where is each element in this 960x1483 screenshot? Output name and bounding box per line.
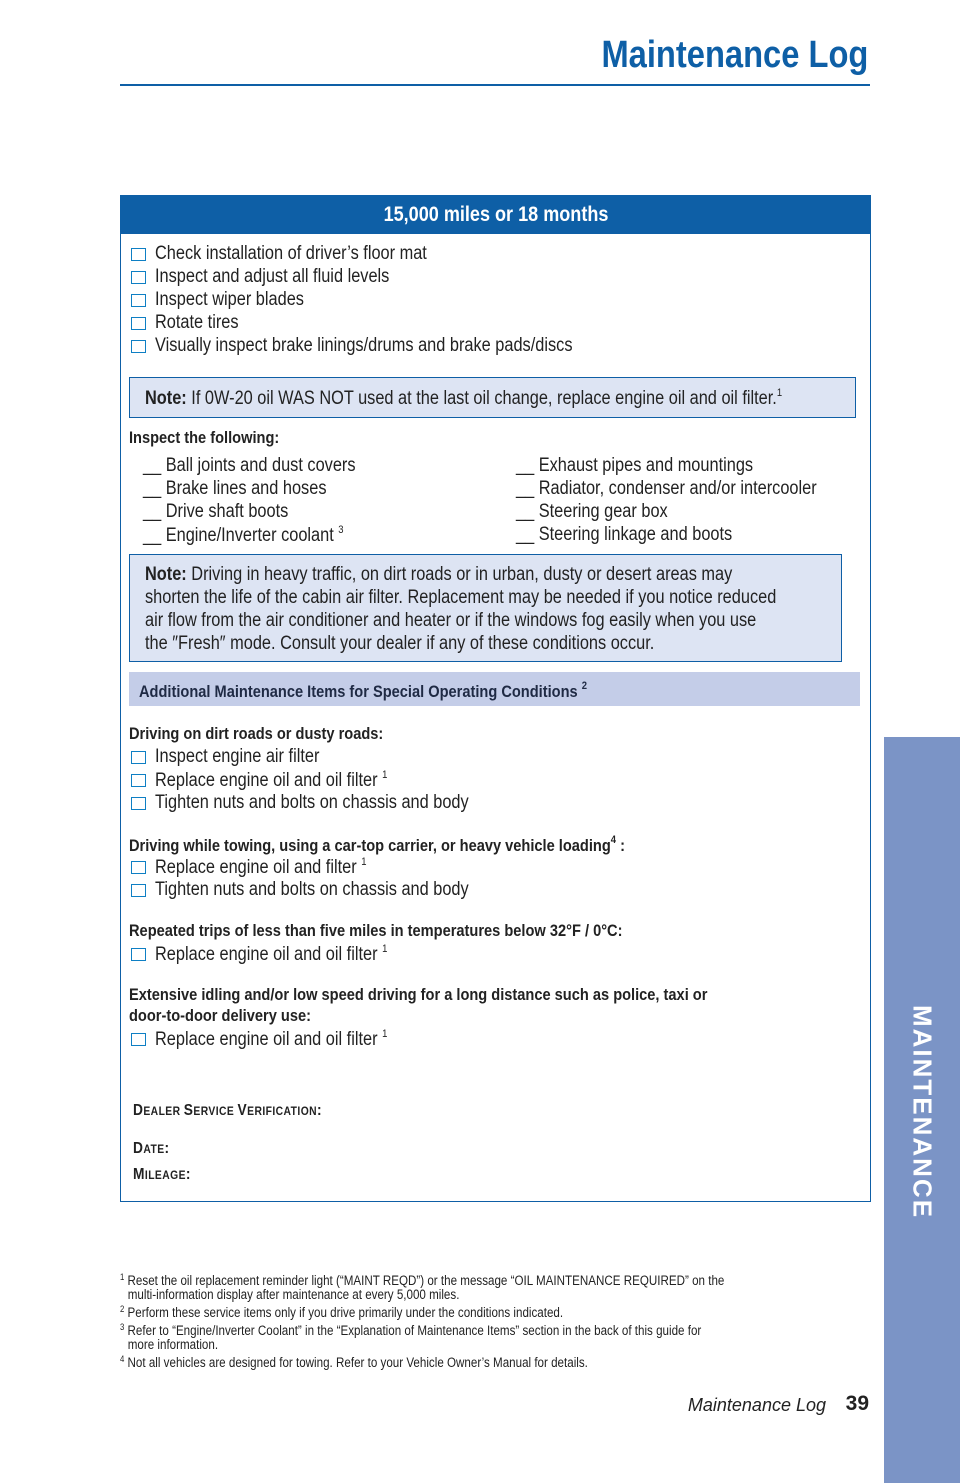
inspect-item: __ Radiator, condenser and/or intercooler xyxy=(516,478,817,499)
footnotes xyxy=(120,1270,870,1370)
title-rule xyxy=(120,84,870,86)
footnote-ref: 4 xyxy=(610,834,617,846)
interval-header xyxy=(121,196,870,234)
checklist-item-label: Inspect wiper blades xyxy=(155,289,304,310)
note-body: Driving in heavy traffic, on dirt roads or in urban, dusty or desert areas may xyxy=(191,564,733,585)
checklist-item-text: Replace engine oil and filter xyxy=(155,857,357,878)
cabin-filter-note-line xyxy=(145,564,732,586)
checklist-item-label xyxy=(155,1028,387,1051)
checklist-item-label: Tighten nuts and bolts on chassis and body xyxy=(155,879,469,900)
inspect-item: __ Drive shaft boots xyxy=(143,501,289,522)
checklist-item-label xyxy=(155,856,366,879)
checklist-item-label: Rotate tires xyxy=(155,312,239,333)
cabin-filter-note-line: the ″Fresh″ mode. Consult your dealer if any of these conditions occur. xyxy=(145,633,655,654)
checklist-item-label: Inspect engine air filter xyxy=(155,746,320,767)
footnote-continued: multi-information display after maintenance at every 5,000 miles. xyxy=(127,1287,460,1302)
footnote-ref: 1 xyxy=(382,769,388,781)
checklist-item-text: Replace engine oil and oil filter xyxy=(155,770,378,791)
checkbox[interactable] xyxy=(131,797,146,810)
checklist-item-label xyxy=(155,943,387,966)
maintenance-log-box xyxy=(120,195,871,1202)
towing-heading xyxy=(129,834,625,856)
inspect-item: __ Steering linkage and boots xyxy=(516,524,733,545)
cabin-filter-note-box xyxy=(129,554,842,662)
footnote-ref: 1 xyxy=(361,856,367,868)
footnote xyxy=(120,1352,765,1370)
page-title: Maintenance Log xyxy=(601,34,868,76)
section-side-tab-label: MAINTENANCE xyxy=(907,1004,938,1220)
footnote-text: Reset the oil replacement reminder light (“MAINT REQD”) or the message “OIL MAINTENANCE REQUIRED” on the xyxy=(127,1273,725,1288)
note-label: Note: xyxy=(145,564,187,585)
checkbox[interactable] xyxy=(131,884,146,897)
footnote-text: Perform these service items only if you drive primarily under the conditions indicated. xyxy=(127,1305,564,1320)
additional-items-bar xyxy=(129,672,860,706)
checklist-item-label: Check installation of driver’s floor mat xyxy=(155,243,427,264)
inspect-item: __ Brake lines and hoses xyxy=(143,478,327,499)
page-number: 39 xyxy=(845,1392,869,1415)
footnote-number: 4 xyxy=(120,1354,125,1364)
note-body: If 0W-20 oil WAS NOT used at the last oil change, replace engine oil and oil filter. xyxy=(191,388,777,409)
checklist-item-text: Replace engine oil and oil filter xyxy=(155,1029,378,1050)
footnote-number: 1 xyxy=(120,1272,125,1282)
checklist-item-label: Inspect and adjust all fluid levels xyxy=(155,266,390,287)
checkbox[interactable] xyxy=(131,294,146,307)
towing-heading-end: : xyxy=(616,836,625,855)
dealer-verification-label: DEALER SERVICE VERIFICATION: xyxy=(133,1102,323,1119)
oil-note-text xyxy=(145,387,782,410)
idling-heading-line: door-to-door delivery use: xyxy=(129,1006,311,1025)
footnote-ref: 2 xyxy=(581,680,587,692)
checkbox[interactable] xyxy=(131,751,146,764)
footnote-number: 2 xyxy=(120,1304,125,1314)
inspect-item: __ Exhaust pipes and mountings xyxy=(516,455,754,476)
checkbox[interactable] xyxy=(131,317,146,330)
footnote xyxy=(120,1320,765,1338)
footnote-text: Refer to “Engine/Inverter Coolant” in the “Explanation of Maintenance Items” section in the back of this guide for xyxy=(127,1323,702,1338)
towing-heading-text: Driving while towing, using a car-top carrier, or heavy vehicle loading xyxy=(129,836,611,855)
footnote-text: Not all vehicles are designed for towing. Refer to your Vehicle Owner’s Manual for details. xyxy=(127,1355,588,1370)
footnote xyxy=(120,1302,765,1320)
footnote-continued: more information. xyxy=(127,1337,219,1352)
inspect-item-with-ref xyxy=(143,524,344,547)
checklist-item-label xyxy=(155,769,387,792)
cabin-filter-note-line: air flow from the air conditioner and heater or if the windows fog easily when you use xyxy=(145,610,757,631)
oil-note-box xyxy=(129,377,856,418)
footnote-ref: 1 xyxy=(776,387,783,399)
inspect-item: __ Steering gear box xyxy=(516,501,668,522)
footnote-number: 3 xyxy=(120,1322,125,1332)
inspect-heading: Inspect the following: xyxy=(129,428,280,447)
short-trips-heading: Repeated trips of less than five miles in temperatures below 32°F / 0°C: xyxy=(129,921,623,940)
footnote-ref: 1 xyxy=(382,943,388,955)
checklist-item-text: Replace engine oil and oil filter xyxy=(155,944,378,965)
footer-section-label: Maintenance Log xyxy=(687,1395,826,1415)
footnote-ref: 1 xyxy=(382,1028,388,1040)
inspect-item: __ Ball joints and dust covers xyxy=(143,455,356,476)
checkbox[interactable] xyxy=(131,948,146,961)
cabin-filter-note-line: shorten the life of the cabin air filter. Replacement may be needed if you notice reduced xyxy=(145,587,777,608)
mileage-label: MILEAGE: xyxy=(133,1166,191,1183)
note-label: Note: xyxy=(145,388,187,409)
date-label: DATE: xyxy=(133,1140,170,1157)
footnote-ref: 3 xyxy=(338,524,344,536)
dirt-roads-heading: Driving on dirt roads or dusty roads: xyxy=(129,724,384,743)
interval-header-text: 15,000 miles or 18 months xyxy=(383,203,608,226)
additional-items-title xyxy=(139,680,587,702)
idling-heading-line: Extensive idling and/or low speed driving for a long distance such as police, taxi or xyxy=(129,985,708,1004)
checklist-item-label: Tighten nuts and bolts on chassis and body xyxy=(155,792,469,813)
checklist-item-label: Visually inspect brake linings/drums and brake pads/discs xyxy=(155,335,573,356)
inspect-item: __ Engine/Inverter coolant xyxy=(143,525,334,546)
checkbox[interactable] xyxy=(131,248,146,261)
footnote xyxy=(120,1270,765,1288)
additional-items-title-text: Additional Maintenance Items for Special Operating Conditions xyxy=(139,682,578,701)
checkbox[interactable] xyxy=(131,340,146,353)
checkbox[interactable] xyxy=(131,861,146,874)
checkbox[interactable] xyxy=(131,271,146,284)
checkbox[interactable] xyxy=(131,774,146,787)
checkbox[interactable] xyxy=(131,1033,146,1046)
